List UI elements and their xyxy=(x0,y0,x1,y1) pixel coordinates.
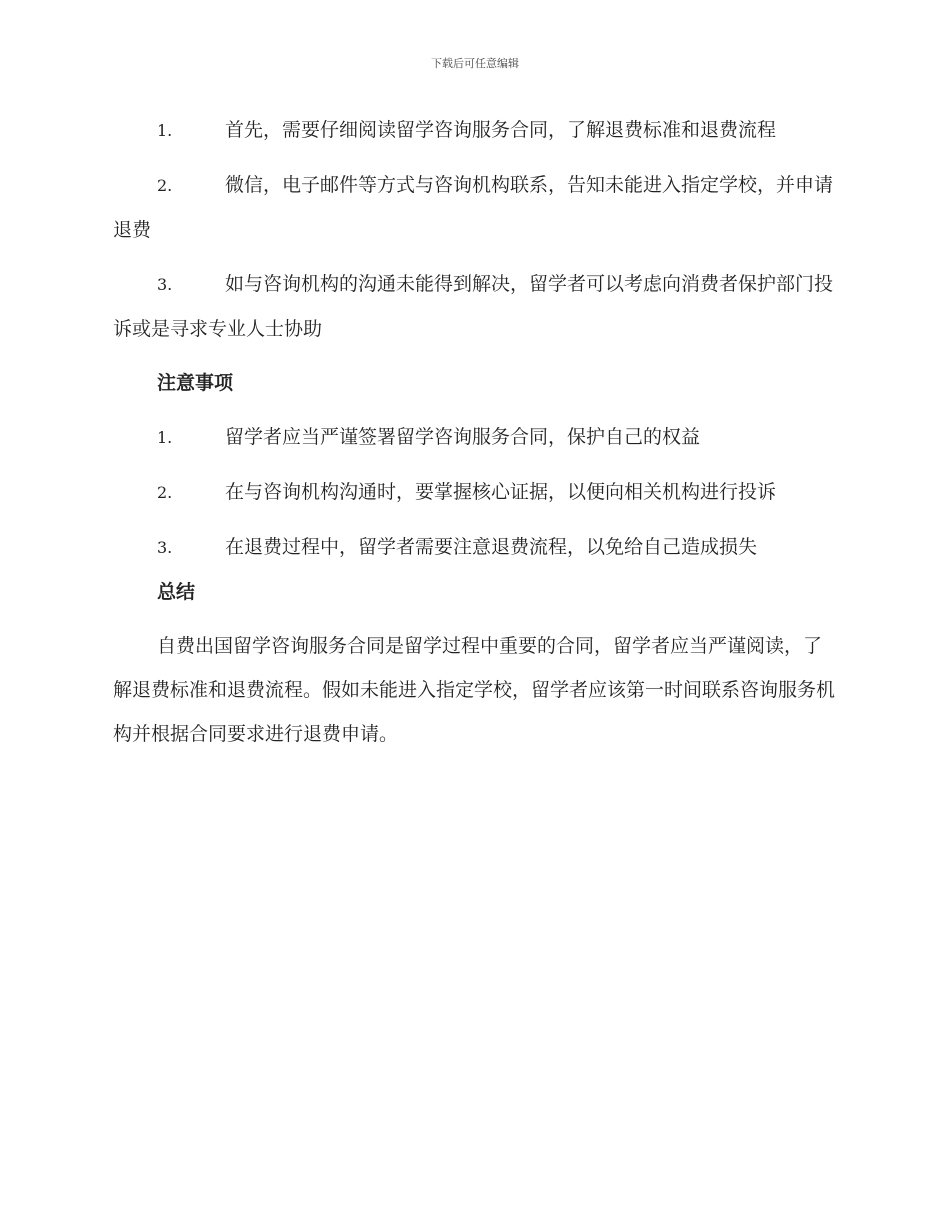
list-item xyxy=(113,108,835,153)
section-heading-notes: 注意事项 xyxy=(157,372,234,394)
list-item-text: 首先，需要仔细阅读留学咨询服务合同，了解退费标准和退费流程 xyxy=(225,119,777,141)
list-item xyxy=(113,415,835,460)
section-heading-summary: 总结 xyxy=(157,581,196,603)
list-item-number: 3. xyxy=(157,538,173,557)
list-item-text: 如与咨询机构的沟通未能得到解决，留学者可以考虑向消费者保护部门投诉或是寻求专业人士协助 xyxy=(113,273,834,340)
list-item-number: 2. xyxy=(157,483,173,502)
list-item-text: 微信，电子邮件等方式与咨询机构联系，告知未能进入指定学校，并申请退费 xyxy=(113,174,834,241)
document-body xyxy=(113,108,835,756)
list-item xyxy=(113,163,835,252)
list-item-text: 在与咨询机构沟通时，要掌握核心证据，以便向相关机构进行投诉 xyxy=(225,481,777,503)
list-item-text: 留学者应当严谨签署留学咨询服务合同，保护自己的权益 xyxy=(225,426,701,448)
list-item-number: 3. xyxy=(157,275,173,294)
list-item xyxy=(113,262,835,351)
summary-paragraph: 自费出国留学咨询服务合同是留学过程中重要的合同，留学者应当严谨阅读，了解退费标准和退费流程。假如未能进入指定学校，留学者应该第一时间联系咨询服务机构并根据合同要求进行退费申请。 xyxy=(113,635,836,745)
page-header-note: 下载后可任意编辑 xyxy=(431,57,519,70)
list-item-text: 在退费过程中，留学者需要注意退费流程，以免给自己造成损失 xyxy=(225,536,758,558)
list-item-number: 1. xyxy=(157,121,173,140)
list-item-number: 2. xyxy=(157,176,173,195)
list-item xyxy=(113,525,835,570)
list-item-number: 1. xyxy=(157,428,173,447)
list-item xyxy=(113,470,835,515)
